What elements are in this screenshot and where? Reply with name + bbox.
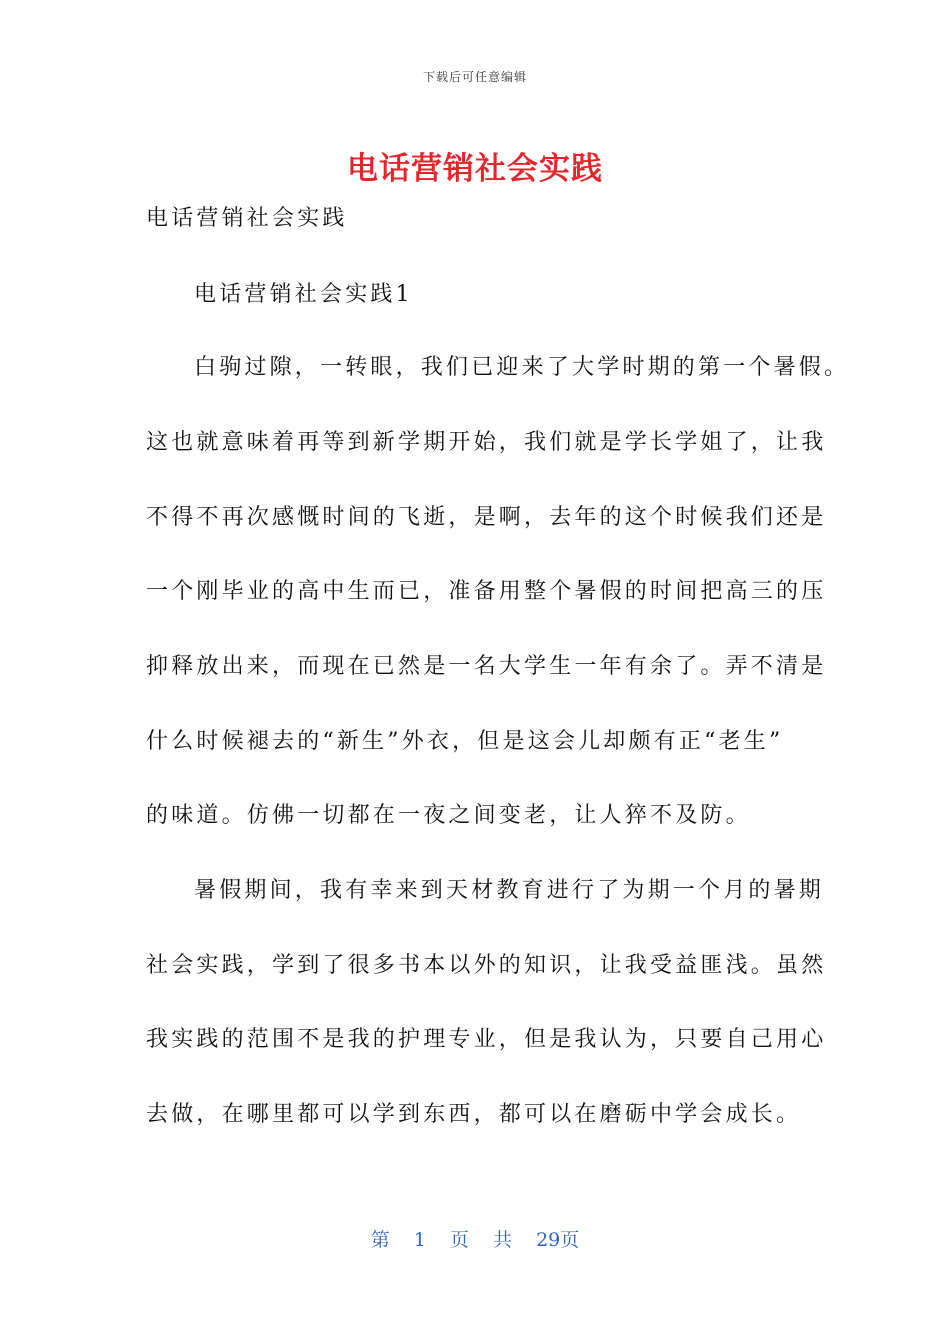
footer-total-label: 共 [493,1229,513,1251]
paragraph1-line: 不得不再次感慨时间的飞逝，是啊，去年的这个时候我们还是 [146,505,827,530]
footer-page-label: 第 [370,1229,390,1251]
page-footer [0,1225,950,1252]
paragraph2-line: 社会实践，学到了很多书本以外的知识，让我受益匪浅。虽然 [146,953,827,978]
paragraph1-line: 的味道。仿佛一切都在一夜之间变老，让人猝不及防。 [146,803,751,828]
paragraph2-line: 暑假期间，我有幸来到天材教育进行了为期一个月的暑期 [194,878,825,903]
footer-page-number: 1 [413,1229,426,1251]
document-subtitle: 电话营销社会实践 [146,206,348,231]
footer-total-pages: 29页 [536,1229,580,1251]
header-note: 下载后可任意编辑 [422,70,527,84]
section-heading: 电话营销社会实践1 [194,282,413,307]
paragraph1-line: 这也就意味着再等到新学期开始，我们就是学长学姐了，让我 [146,430,827,455]
paragraph1-line: 白驹过隙，一转眼，我们已迎来了大学时期的第一个暑假。 [194,355,850,380]
paragraph1-line: 什么时候褪去的“新生”外衣，但是这会儿却颇有正“老生” [146,729,784,754]
paragraph1-line: 抑释放出来，而现在已然是一名大学生一年有余了。弄不清是 [146,654,827,679]
paragraph2-line: 去做，在哪里都可以学到东西，都可以在磨砺中学会成长。 [146,1102,802,1127]
document-title: 电话营销社会实践 [347,151,603,187]
footer-page-unit: 页 [449,1229,469,1251]
paragraph2-line: 我实践的范围不是我的护理专业，但是我认为，只要自己用心 [146,1027,827,1052]
paragraph1-line: 一个刚毕业的高中生而已，准备用整个暑假的时间把高三的压 [146,579,827,604]
